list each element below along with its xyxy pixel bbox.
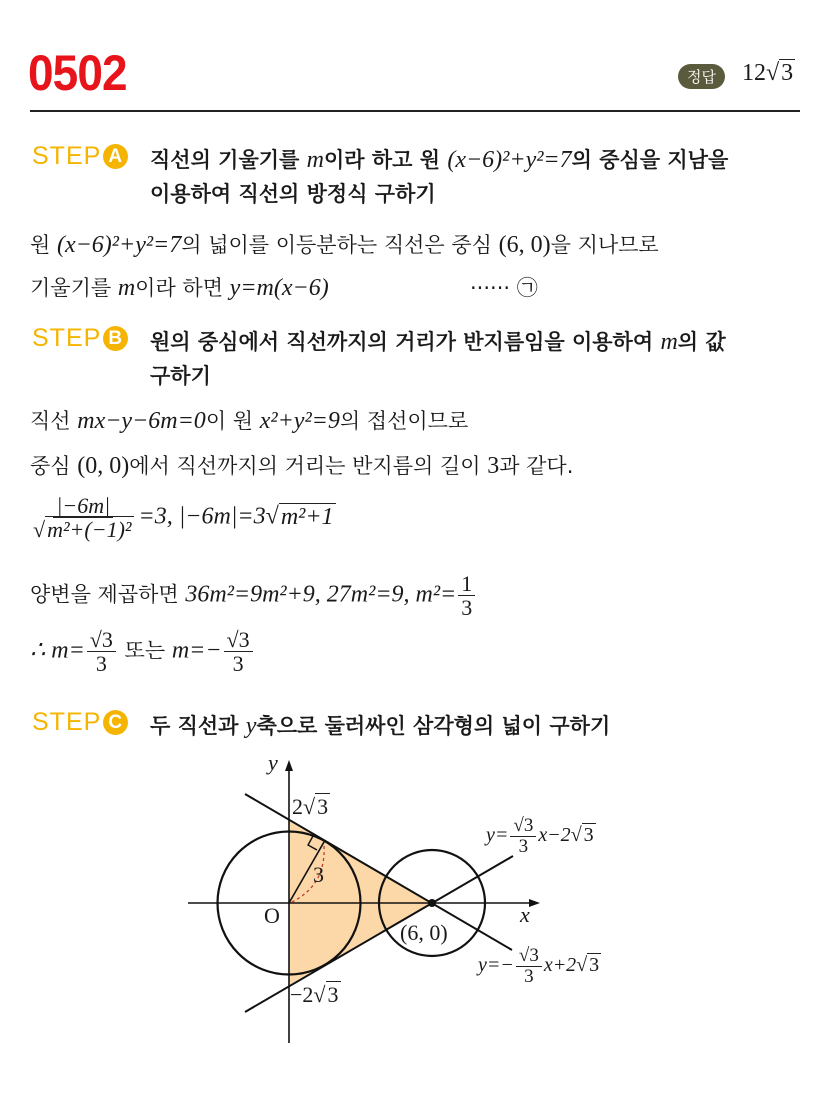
bottom-intercept-label: −2√3 <box>290 982 339 1007</box>
step-letter-badge: C <box>103 710 128 735</box>
step-b-distance-equation: $\frac{|-6m|}{\text{√m²+(−1)²}}$ =3, |−6m|=3√m²+1 <box>28 494 336 541</box>
tangent-lines-diagram <box>180 750 660 1050</box>
radicand: m²+1 <box>280 503 334 530</box>
step-c-title <box>150 710 610 740</box>
step-a-line-1 <box>30 229 659 259</box>
x-axis-label: x <box>520 902 530 927</box>
numerator: 3 <box>238 627 250 652</box>
diagram-svg <box>180 750 660 1050</box>
answer-value: 12√3 <box>742 60 794 86</box>
distance-fraction: $\frac{|-6m|}{\text{√m²+(−1)²}}$ <box>33 493 132 543</box>
step-c-label <box>32 708 128 737</box>
denominator: 3 <box>232 651 244 677</box>
step-text: STEP <box>32 324 102 352</box>
text: 이 원 <box>205 409 260 433</box>
top-intercept-label: 2√3 <box>292 794 329 819</box>
coef: 2 <box>292 794 303 819</box>
line-up-equation: y= $\frac{√3}{3}$ x−2√ 3 <box>486 815 594 857</box>
step-b-label <box>32 324 128 353</box>
text: 직선 <box>30 409 78 433</box>
numerator: 3 <box>529 945 539 966</box>
denominator: 3 <box>518 835 529 857</box>
text: 원 <box>30 233 57 257</box>
math: =3, |−6m|=3 <box>138 503 266 530</box>
step-b-line-1 <box>30 405 468 435</box>
text: 또는 <box>117 638 172 663</box>
numerator: |−6m| <box>53 494 113 518</box>
answer-badge: 정답 <box>678 64 725 89</box>
step-b-line-2 <box>30 450 573 480</box>
math: y <box>245 713 257 739</box>
problem-number: 0502 <box>28 45 127 101</box>
math: x²+y²=9 <box>259 408 340 434</box>
math: m <box>660 329 678 355</box>
fraction <box>458 572 475 619</box>
text: 양변을 제곱하면 <box>30 582 186 607</box>
y-axis-label: y <box>268 750 278 775</box>
lhs: y=− <box>478 954 514 977</box>
math: m <box>117 275 136 301</box>
answer-coef: 12 <box>742 60 766 86</box>
origin-label: O <box>264 903 280 928</box>
y-axis-arrow-icon <box>285 760 293 771</box>
numerator: 3 <box>523 815 534 836</box>
math: ∴ m= <box>30 637 85 664</box>
coef: −2 <box>290 982 314 1007</box>
rest: x+2 <box>543 954 577 977</box>
fraction: $\frac{√3}{3}$ <box>224 628 253 675</box>
step-b-line-4 <box>30 572 477 619</box>
center-point <box>428 899 436 907</box>
denominator: 3 <box>461 595 473 621</box>
math: (0, 0) <box>77 453 130 479</box>
denominator: m²+(−1)² <box>47 517 132 543</box>
line-down-equation: y=− $\frac{√3}{3}$ x+2√ 3 <box>478 945 600 987</box>
rest: x−2 <box>538 824 571 847</box>
step-letter-badge: A <box>103 144 128 169</box>
answer-radicand: 3 <box>781 60 794 86</box>
math: m=− <box>171 637 222 664</box>
radicand: 3 <box>589 954 600 977</box>
numerator: 3 <box>101 627 113 652</box>
denominator: 3 <box>524 965 534 987</box>
math: (6, 0) <box>498 232 551 258</box>
text: 기울기를 <box>30 276 118 300</box>
text: 축으로 둘러싸인 삼각형의 넓이 구하기 <box>256 714 611 738</box>
math: (x−6)²+y²=7 <box>447 147 572 173</box>
text: 에서 직선까지의 거리는 반지름의 길이 <box>129 454 488 478</box>
numerator: 1 <box>458 572 475 596</box>
lhs: y= <box>486 824 509 847</box>
step-text: STEP <box>32 708 102 736</box>
step-a-title-line-1 <box>150 144 728 174</box>
text: 원의 중심에서 직선까지의 거리가 반지름임을 이용하여 <box>150 330 661 354</box>
step-a-line-2 <box>30 272 329 302</box>
math: 36m²=9m²+9, 27m²=9, m²= <box>185 581 457 608</box>
math: m <box>306 147 324 173</box>
math: y=m(x−6) <box>229 275 329 301</box>
text: 직선의 기울기를 <box>150 148 307 172</box>
math: 3 <box>487 453 500 479</box>
fraction: $\frac{√3}{3}$ <box>516 946 542 987</box>
step-a-label <box>32 142 128 171</box>
math: mx−y−6m=0 <box>77 408 206 434</box>
header-divider <box>30 110 800 112</box>
step-letter-badge: B <box>103 326 128 351</box>
equation-marker: ······ ㉠ <box>470 276 538 300</box>
x-axis-arrow-icon <box>529 899 540 907</box>
radicand: 3 <box>317 794 329 819</box>
text: 두 직선과 <box>150 714 246 738</box>
text: 중심 <box>30 454 78 478</box>
text: 을 지나므로 <box>550 233 659 257</box>
fraction: $\frac{√3}{3}$ <box>87 628 116 675</box>
radius-label: 3 <box>313 862 324 887</box>
text: 의 접선이므로 <box>339 409 469 433</box>
step-b-title-line-2: 구하기 <box>150 364 211 388</box>
step-text: STEP <box>32 142 102 170</box>
text: 이라 하면 <box>135 276 230 300</box>
text: 이라 하고 원 <box>323 148 448 172</box>
radicand: 3 <box>583 824 594 847</box>
step-b-title-line-1 <box>150 326 726 356</box>
fraction: $\frac{√3}{3}$ <box>510 816 536 857</box>
text: 과 같다. <box>499 454 574 478</box>
text: 의 값 <box>677 330 726 354</box>
radicand: 3 <box>327 982 339 1007</box>
step-a-title-line-2: 이용하여 직선의 방정식 구하기 <box>150 182 436 206</box>
text: 의 중심을 지남을 <box>571 148 729 172</box>
denominator: 3 <box>95 651 107 677</box>
center-label: (6, 0) <box>400 920 448 945</box>
math: (x−6)²+y²=7 <box>56 232 182 258</box>
step-b-line-5 <box>30 628 255 675</box>
text: 의 넓이를 이등분하는 직선은 중심 <box>181 233 499 257</box>
